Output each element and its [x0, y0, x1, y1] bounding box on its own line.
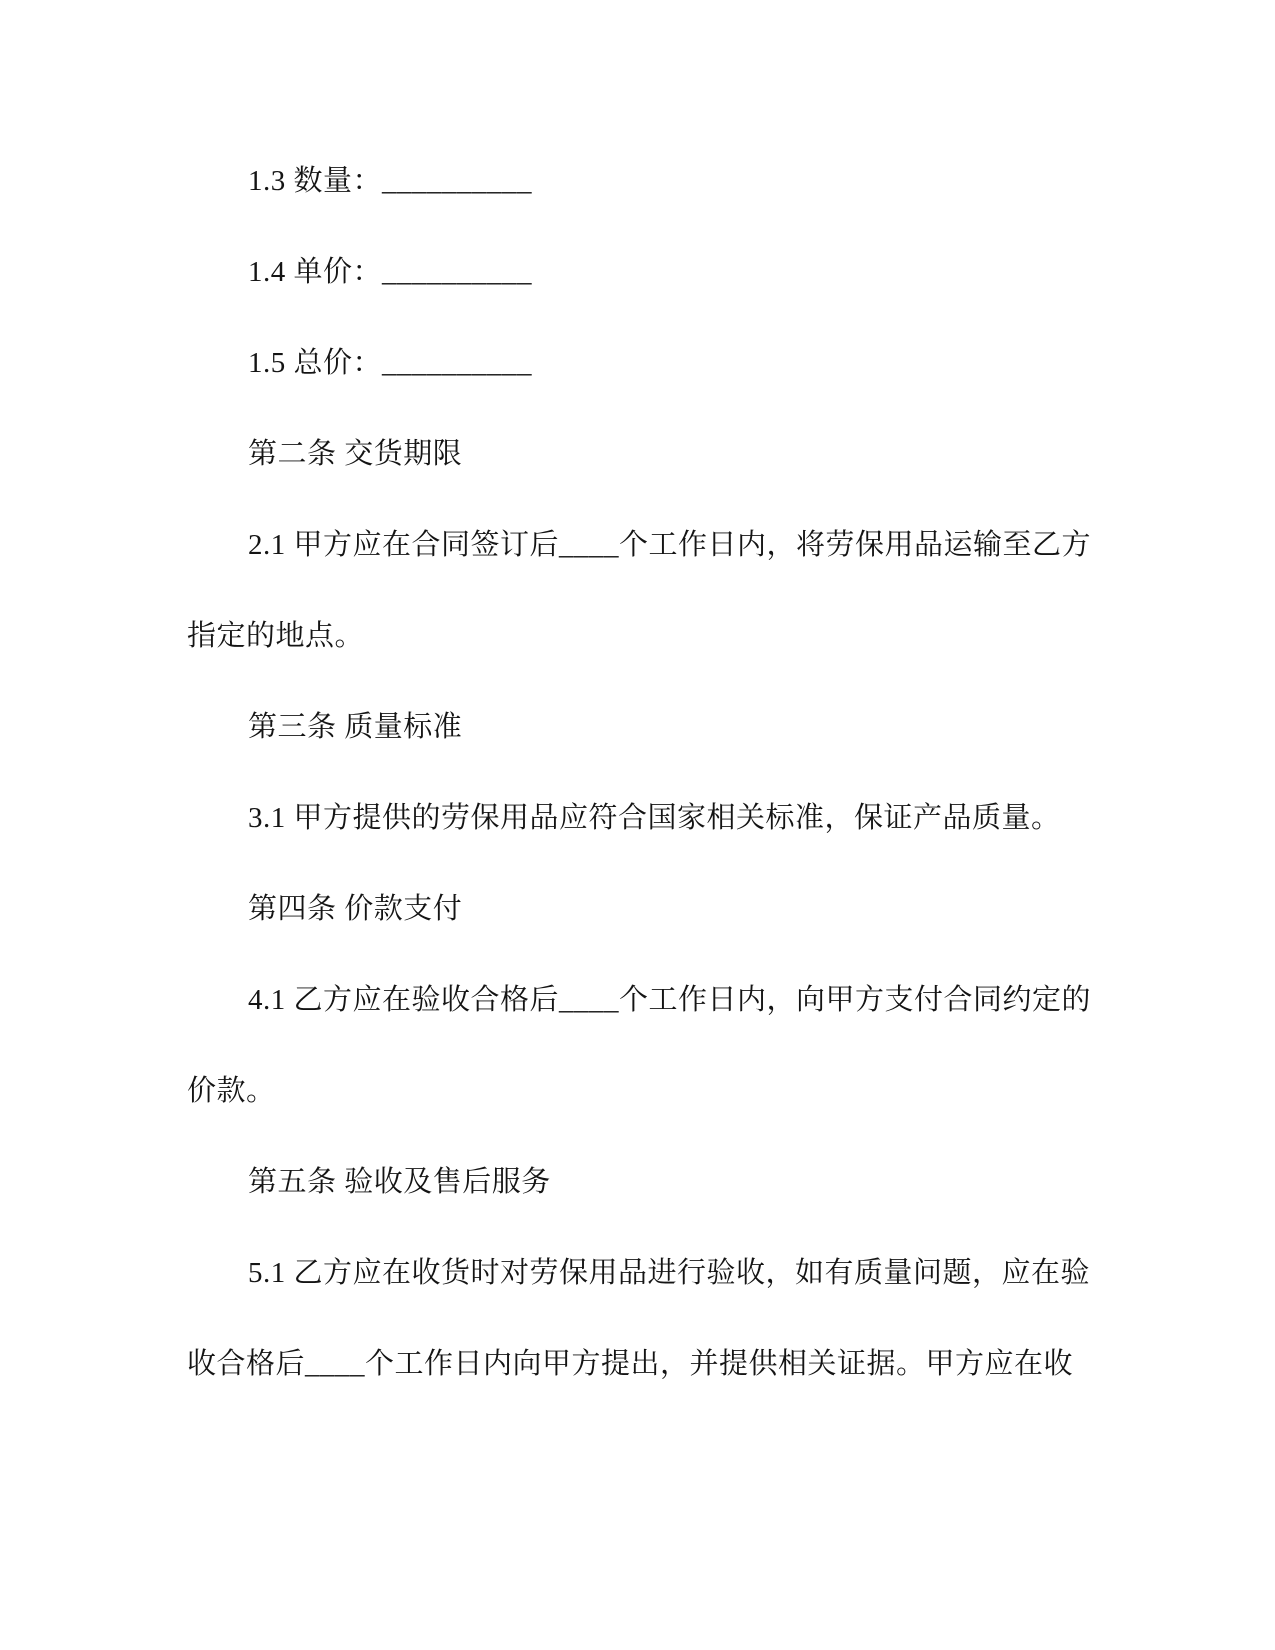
- clause-5-1: [187, 1228, 1185, 1410]
- clause-2-1: [187, 500, 1185, 682]
- document-content: [187, 136, 1185, 1410]
- clause-4-1-line-1: 4.1 乙方应在验收合格后____个工作日内，向甲方支付合同约定的: [248, 984, 1092, 1016]
- item-total-price: [187, 318, 1185, 409]
- heading-article-2: [187, 409, 1185, 500]
- clause-2-1-line-1: 2.1 甲方应在合同签订后____个工作日内，将劳保用品运输至乙方: [248, 529, 1092, 561]
- heading-article-3-line: 第三条 质量标准: [248, 711, 463, 743]
- heading-article-4-line: 第四条 价款支付: [248, 893, 463, 925]
- heading-article-4: [187, 864, 1185, 955]
- clause-2-1-line-2: 指定的地点。: [187, 620, 365, 652]
- heading-article-2-line: 第二条 交货期限: [248, 438, 463, 470]
- clause-3-1-line: 3.1 甲方提供的劳保用品应符合国家相关标准，保证产品质量。: [248, 802, 1061, 834]
- heading-article-5-line: 第五条 验收及售后服务: [248, 1166, 551, 1198]
- clause-4-1: [187, 955, 1185, 1137]
- item-unit-price: [187, 227, 1185, 318]
- item-unit-price-line: 1.4 单价：__________: [248, 256, 533, 288]
- item-quantity-line: 1.3 数量：__________: [248, 165, 533, 197]
- heading-article-5: [187, 1137, 1185, 1228]
- clause-5-1-line-1: 5.1 乙方应在收货时对劳保用品进行验收，如有质量问题，应在验: [248, 1257, 1091, 1289]
- clause-5-1-line-2: 收合格后____个工作日内向甲方提出，并提供相关证据。甲方应在收: [187, 1348, 1074, 1380]
- clause-3-1: [187, 773, 1185, 864]
- item-total-price-line: 1.5 总价：__________: [248, 347, 533, 379]
- heading-article-3: [187, 682, 1185, 773]
- item-quantity: [187, 136, 1185, 227]
- clause-4-1-line-2: 价款。: [187, 1075, 276, 1107]
